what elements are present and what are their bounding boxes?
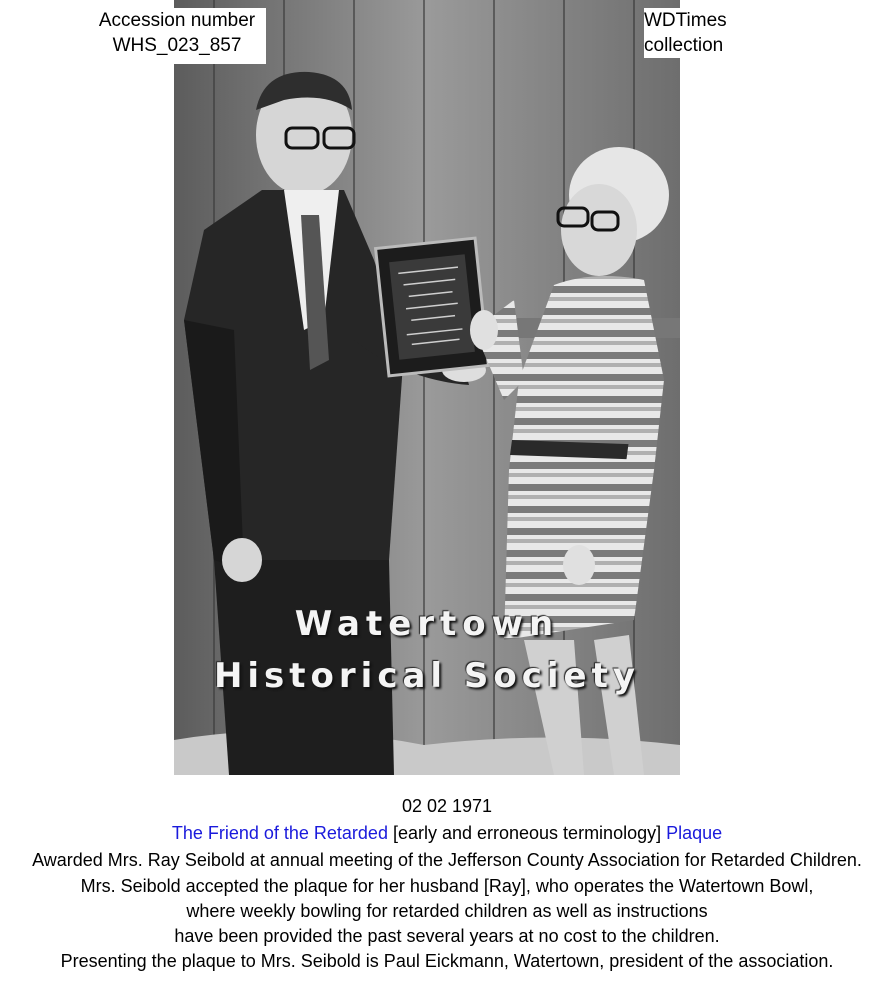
caption-title-part1: The Friend of the Retarded [171,823,388,843]
caption-line-2: Mrs. Seibold accepted the plaque for her husband [Ray], who operates the Watertown Bowl, [80,876,814,896]
caption-date: 02 02 1971 [401,796,493,816]
caption-line-3: where weekly bowling for retarded children as well as instructions [186,901,708,921]
accession-number: WHS_023_857 [112,35,242,56]
award-plaque [376,238,489,376]
collection-line-2: collection [644,35,724,56]
caption-line-4: have been provided the past several years at no cost to the children. [174,926,720,946]
caption-title-part2: [early and erroneous terminology] [387,823,667,843]
watermark-line-2: Historical Society [213,656,641,696]
caption-line-5: Presenting the plaque to Mrs. Seibold is Paul Eickmann, Watertown, president of the association. [60,951,834,971]
accession-box [88,8,266,64]
accession-label: Accession number [98,10,256,31]
collection-box [644,8,744,58]
caption-title [0,820,894,846]
watermark-line-1: Watertown [294,604,560,644]
caption-line-1: Awarded Mrs. Ray Seibold at annual meeting of the Jefferson County Association for Retarded Children. [32,850,862,870]
collection-line-1: WDTimes [644,10,727,31]
caption-title-part3: Plaque [666,823,723,843]
